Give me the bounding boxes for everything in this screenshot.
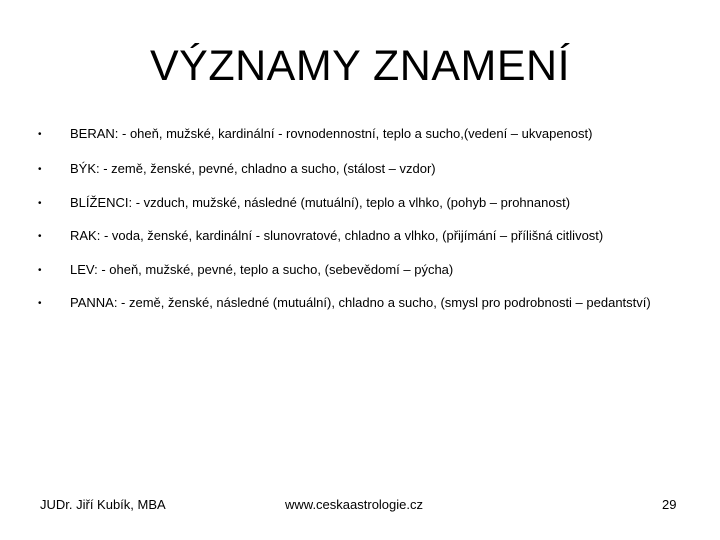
bullet-dot-icon: •: [38, 164, 42, 175]
footer-website: www.ceskaastrologie.cz: [285, 497, 423, 512]
bullet-text: PANNA: - země, ženské, následné (mutuální), chladno a sucho, (smysl pro podrobnosti – pedantství): [70, 295, 651, 310]
bullet-text: BÝK: - země, ženské, pevné, chladno a sucho, (stálost – vzdor): [70, 161, 436, 176]
bullet-dot-icon: •: [38, 265, 42, 276]
bullet-dot-icon: •: [38, 129, 42, 140]
bullet-text: RAK: - voda, ženské, kardinální - slunovratové, chladno a vlhko, (přijímání – přílišná citlivost): [70, 228, 604, 243]
bullet-dot-icon: •: [38, 231, 42, 242]
bullet-text: BERAN: - oheň, mužské, kardinální - rovnodennostní, teplo a sucho,(vedení – ukvapenost): [70, 126, 593, 141]
bullet-dot-icon: •: [38, 198, 42, 209]
slide-title: VÝZNAMY ZNAMENÍ: [149, 42, 571, 90]
bullet-dot-icon: •: [38, 298, 42, 309]
page-number: 29: [662, 497, 677, 512]
bullet-text: LEV: - oheň, mužské, pevné, teplo a sucho, (sebevědomí – pýcha): [70, 262, 454, 277]
footer-author: JUDr. Jiří Kubík, MBA: [40, 497, 166, 512]
bullet-text: BLÍŽENCI: - vzduch, mužské, následné (mutuální), teplo a vlhko, (pohyb – prohnanost): [70, 195, 571, 210]
